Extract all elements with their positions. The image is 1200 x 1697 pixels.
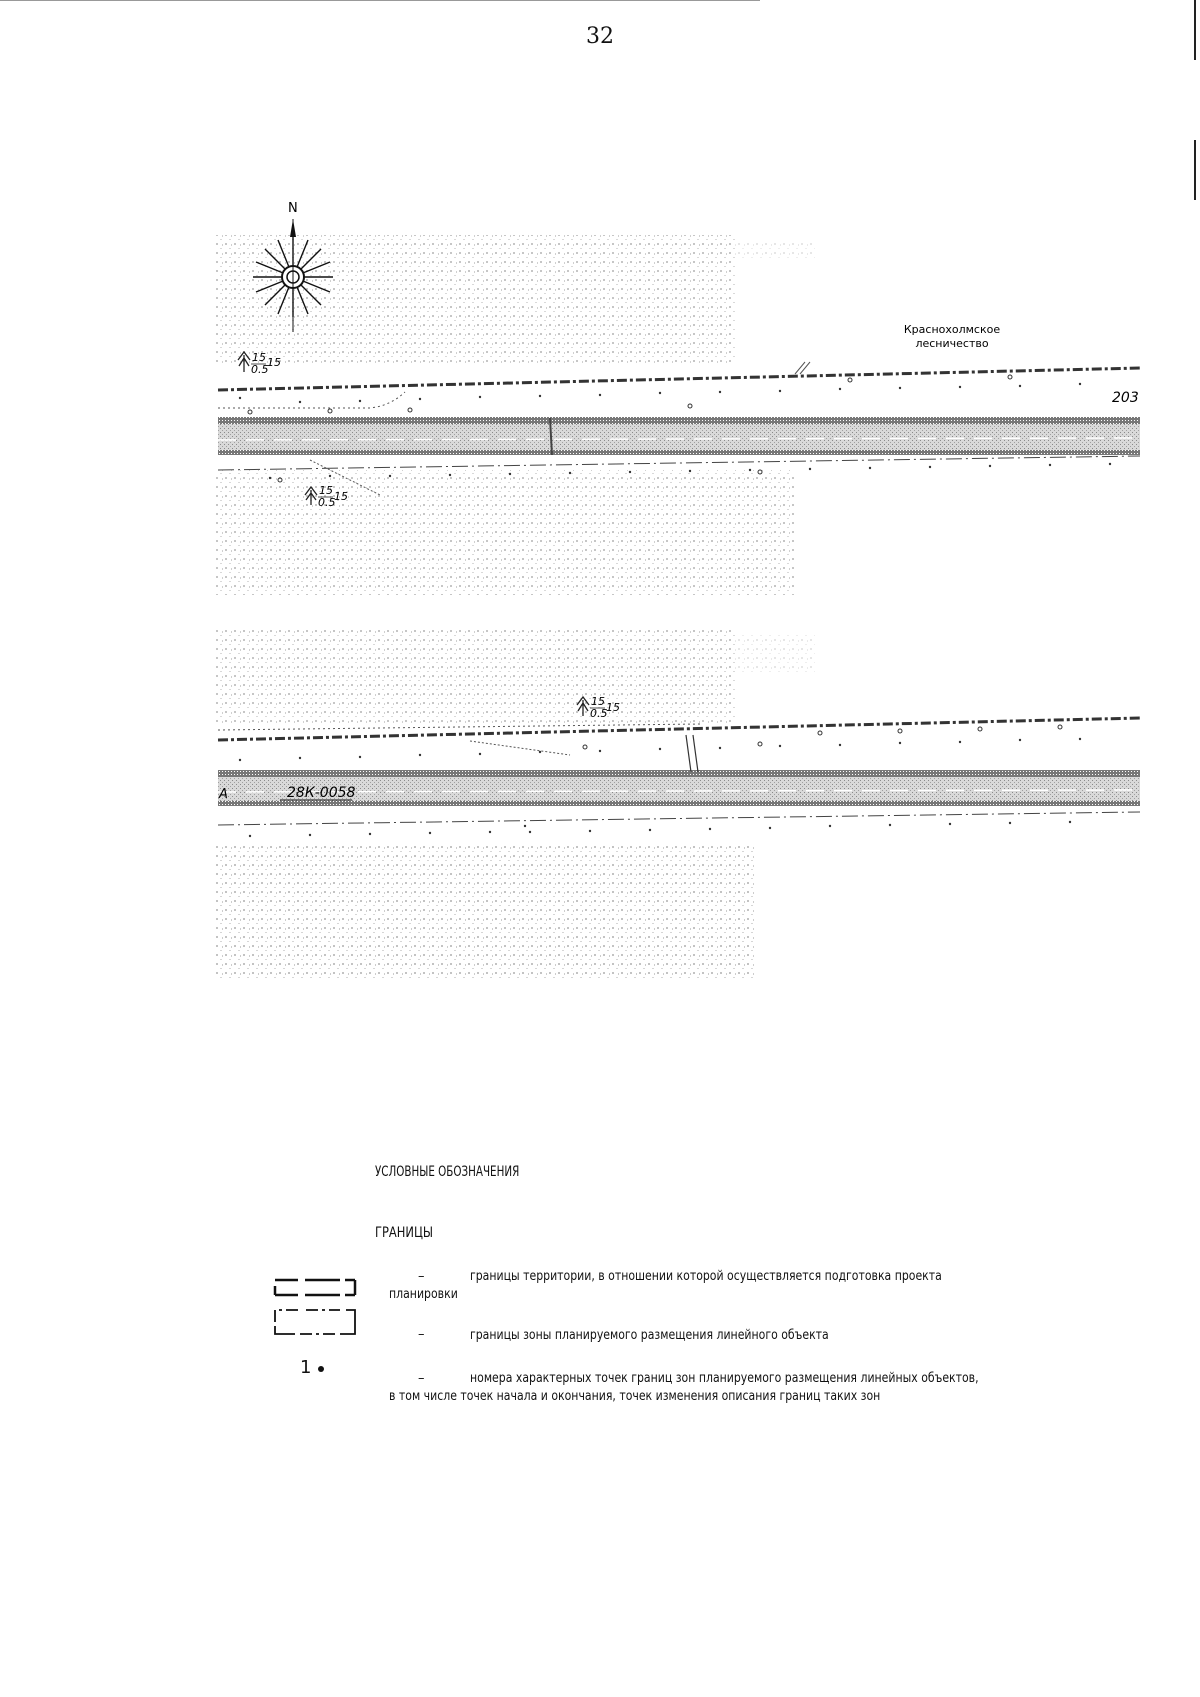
zone-boundary	[218, 456, 1140, 470]
zone-boundary	[218, 392, 405, 408]
forestry-label: Краснохолмское	[903, 323, 1001, 336]
field-hatch	[215, 470, 795, 595]
culvert	[686, 735, 698, 772]
tree-distance-label: 15	[606, 701, 620, 714]
legend-item-text: границы зоны планируемого размещения линейного объекта	[470, 1328, 829, 1343]
road-edge	[218, 801, 1140, 806]
forestry-label: лесничество	[915, 337, 989, 350]
legend-symbol-zone-boundary	[275, 1310, 355, 1334]
legend-item-text: в том числе точек начала и окончания, точек изменения описания границ таких зон	[389, 1389, 881, 1404]
field-hatch	[215, 845, 755, 980]
legend-item-text: границы территории, в отношении которой осуществляется подготовка проекта	[470, 1269, 942, 1284]
north-label: N	[288, 201, 298, 216]
legend-item-text: планировки	[389, 1287, 458, 1302]
legend-dash: –	[418, 1371, 425, 1386]
road-edge	[218, 770, 1140, 777]
tree-distance-label: 15	[267, 356, 281, 369]
road-surface	[218, 777, 1140, 801]
page-number: 32	[586, 24, 614, 49]
tree-height-label: 15	[319, 484, 333, 497]
planning-boundary	[218, 368, 1140, 390]
margin-number: 203	[1112, 390, 1139, 406]
field-hatch	[735, 635, 815, 675]
map-fragment-lower	[215, 630, 1140, 980]
tree-distance-label: 15	[334, 490, 348, 503]
tree-height-label: 15	[591, 695, 605, 708]
zone-boundary	[218, 812, 1140, 825]
legend-dash: –	[418, 1327, 425, 1342]
legend-title: УСЛОВНЫЕ ОБОЗНАЧЕНИЯ	[375, 1164, 520, 1180]
legend-point-dot	[318, 1366, 324, 1372]
tree-diameter-label: 0.5	[318, 496, 336, 509]
tree-diameter-label: 0.5	[590, 707, 608, 720]
road-prefix: А	[219, 787, 228, 802]
road-code: 28К-0058	[287, 785, 356, 801]
field-hatch	[215, 630, 735, 725]
legend-section-title: ГРАНИЦЫ	[375, 1225, 434, 1241]
legend-item-text: номера характерных точек границ зон планируемого размещения линейных объектов,	[470, 1371, 979, 1386]
slope-mark	[795, 362, 810, 374]
legend-dash: –	[418, 1269, 425, 1284]
tree-height-label: 15	[252, 351, 266, 364]
tree-diameter-label: 0.5	[251, 363, 269, 376]
legend-point-number: 1	[300, 1357, 312, 1378]
circle-row	[583, 725, 1062, 749]
legend-symbol-planning-boundary	[275, 1280, 355, 1295]
leader-line	[470, 741, 570, 755]
road-surface	[218, 424, 1140, 450]
map-fragment-upper	[215, 201, 1140, 595]
road-edge	[218, 450, 1140, 455]
field-hatch	[735, 240, 815, 260]
road-edge	[218, 417, 1140, 424]
